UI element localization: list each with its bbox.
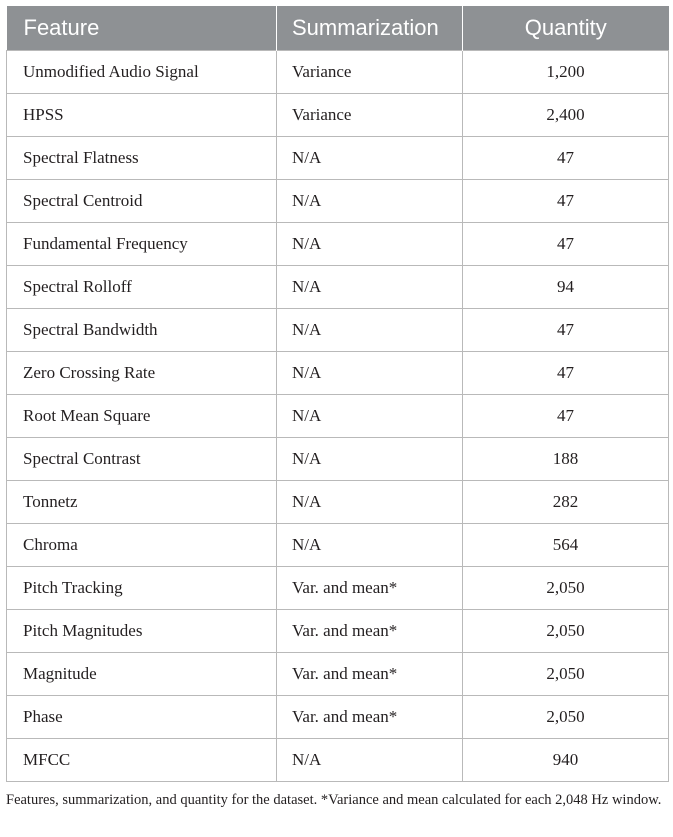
quantity-cell: 47 — [463, 223, 669, 266]
summarization-cell: Var. and mean* — [277, 567, 463, 610]
table-row — [7, 567, 669, 610]
features-table-container — [6, 6, 668, 782]
feature-cell: Spectral Bandwidth — [7, 309, 277, 352]
feature-cell: Fundamental Frequency — [7, 223, 277, 266]
summarization-cell: N/A — [277, 395, 463, 438]
table-row — [7, 438, 669, 481]
feature-cell: Phase — [7, 696, 277, 739]
header-row — [7, 6, 669, 51]
table-row — [7, 481, 669, 524]
table-row — [7, 137, 669, 180]
feature-cell: Pitch Tracking — [7, 567, 277, 610]
quantity-cell: 2,050 — [463, 610, 669, 653]
summarization-cell: N/A — [277, 481, 463, 524]
table-row — [7, 395, 669, 438]
summarization-cell: N/A — [277, 438, 463, 481]
table-row — [7, 610, 669, 653]
table-row — [7, 266, 669, 309]
summarization-cell: N/A — [277, 180, 463, 223]
table-row — [7, 739, 669, 782]
feature-cell: Spectral Contrast — [7, 438, 277, 481]
summarization-cell: Variance — [277, 51, 463, 94]
quantity-cell: 282 — [463, 481, 669, 524]
quantity-cell: 47 — [463, 180, 669, 223]
quantity-cell: 564 — [463, 524, 669, 567]
summarization-cell: N/A — [277, 524, 463, 567]
quantity-cell: 94 — [463, 266, 669, 309]
summarization-cell: N/A — [277, 223, 463, 266]
quantity-cell: 2,050 — [463, 567, 669, 610]
summarization-cell: N/A — [277, 137, 463, 180]
table-header — [7, 6, 669, 51]
quantity-cell: 2,400 — [463, 94, 669, 137]
feature-cell: Unmodified Audio Signal — [7, 51, 277, 94]
table-caption: Features, summarization, and quantity for the dataset. *Variance and mean calculated for each 2,048 Hz window. — [6, 792, 662, 808]
quantity-cell: 940 — [463, 739, 669, 782]
table-row — [7, 94, 669, 137]
table-row — [7, 51, 669, 94]
quantity-cell: 47 — [463, 352, 669, 395]
feature-cell: Spectral Rolloff — [7, 266, 277, 309]
quantity-cell: 188 — [463, 438, 669, 481]
summarization-cell: Var. and mean* — [277, 696, 463, 739]
feature-cell: Root Mean Square — [7, 395, 277, 438]
header-feature: Feature — [7, 6, 277, 51]
feature-cell: HPSS — [7, 94, 277, 137]
summarization-cell: Var. and mean* — [277, 653, 463, 696]
table-row — [7, 524, 669, 567]
table-row — [7, 352, 669, 395]
quantity-cell: 1,200 — [463, 51, 669, 94]
summarization-cell: N/A — [277, 309, 463, 352]
summarization-cell: Variance — [277, 94, 463, 137]
summarization-cell: N/A — [277, 352, 463, 395]
table-row — [7, 223, 669, 266]
feature-cell: Pitch Magnitudes — [7, 610, 277, 653]
quantity-cell: 47 — [463, 395, 669, 438]
quantity-cell: 47 — [463, 137, 669, 180]
header-quantity: Quantity — [463, 6, 669, 51]
table-row — [7, 309, 669, 352]
feature-cell: Magnitude — [7, 653, 277, 696]
feature-cell: Spectral Centroid — [7, 180, 277, 223]
quantity-cell: 2,050 — [463, 696, 669, 739]
features-table — [6, 6, 669, 782]
table-row — [7, 696, 669, 739]
feature-cell: Chroma — [7, 524, 277, 567]
header-summarization: Summarization — [277, 6, 463, 51]
feature-cell: Tonnetz — [7, 481, 277, 524]
quantity-cell: 2,050 — [463, 653, 669, 696]
feature-cell: Spectral Flatness — [7, 137, 277, 180]
table-row — [7, 180, 669, 223]
table-row — [7, 653, 669, 696]
summarization-cell: N/A — [277, 266, 463, 309]
feature-cell: MFCC — [7, 739, 277, 782]
feature-cell: Zero Crossing Rate — [7, 352, 277, 395]
table-body — [7, 51, 669, 782]
summarization-cell: N/A — [277, 739, 463, 782]
quantity-cell: 47 — [463, 309, 669, 352]
summarization-cell: Var. and mean* — [277, 610, 463, 653]
